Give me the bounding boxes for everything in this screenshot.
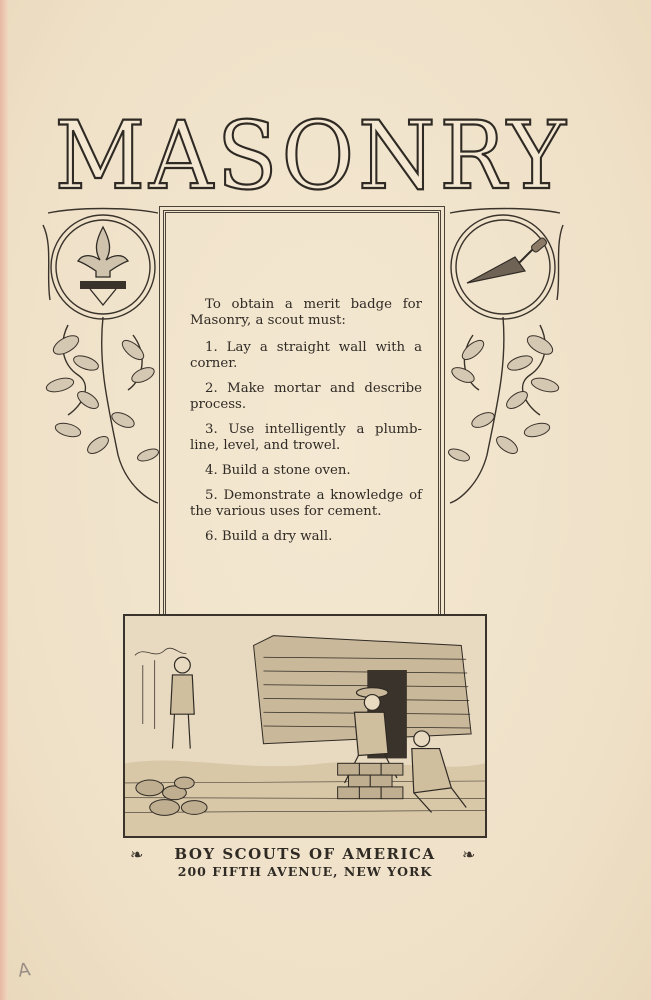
footer-flourish-right: ❧ [462, 845, 476, 864]
requirement-item-2: 2. Make mortar and describe process. [190, 381, 422, 412]
publisher-name: BOY SCOUTS OF AMERICA [174, 845, 436, 863]
requirement-item-1: 1. Lay a straight wall with a corner. [190, 340, 422, 371]
requirement-item-3: 3. Use intelligently a plumb-line, level, and trowel. [190, 422, 422, 453]
page-title [50, 100, 575, 210]
trowel-icon [467, 237, 548, 283]
requirement-item-6: 6. Build a dry wall. [205, 529, 333, 544]
left-ornament [38, 205, 163, 505]
fleur-de-lis-scout-badge-icon [78, 227, 128, 305]
cover-spine-edge [0, 0, 8, 1000]
right-ornament [445, 205, 570, 505]
masonry-illustration [123, 614, 487, 838]
title-text: MASONRY [54, 102, 570, 210]
requirements-text [190, 297, 422, 554]
publisher-block [130, 845, 480, 879]
requirements-intro: To obtain a merit badge for Masonry, a scout must: [190, 297, 422, 328]
publisher-address: 200 FIFTH AVENUE, NEW YORK [177, 864, 433, 879]
requirement-item-4: 4. Build a stone oven. [205, 463, 351, 478]
pencil-mark: A [16, 959, 32, 982]
footer-flourish-left: ❧ [130, 845, 144, 864]
requirement-item-5: 5. Demonstrate a knowledge of the various uses for cement. [190, 488, 422, 519]
